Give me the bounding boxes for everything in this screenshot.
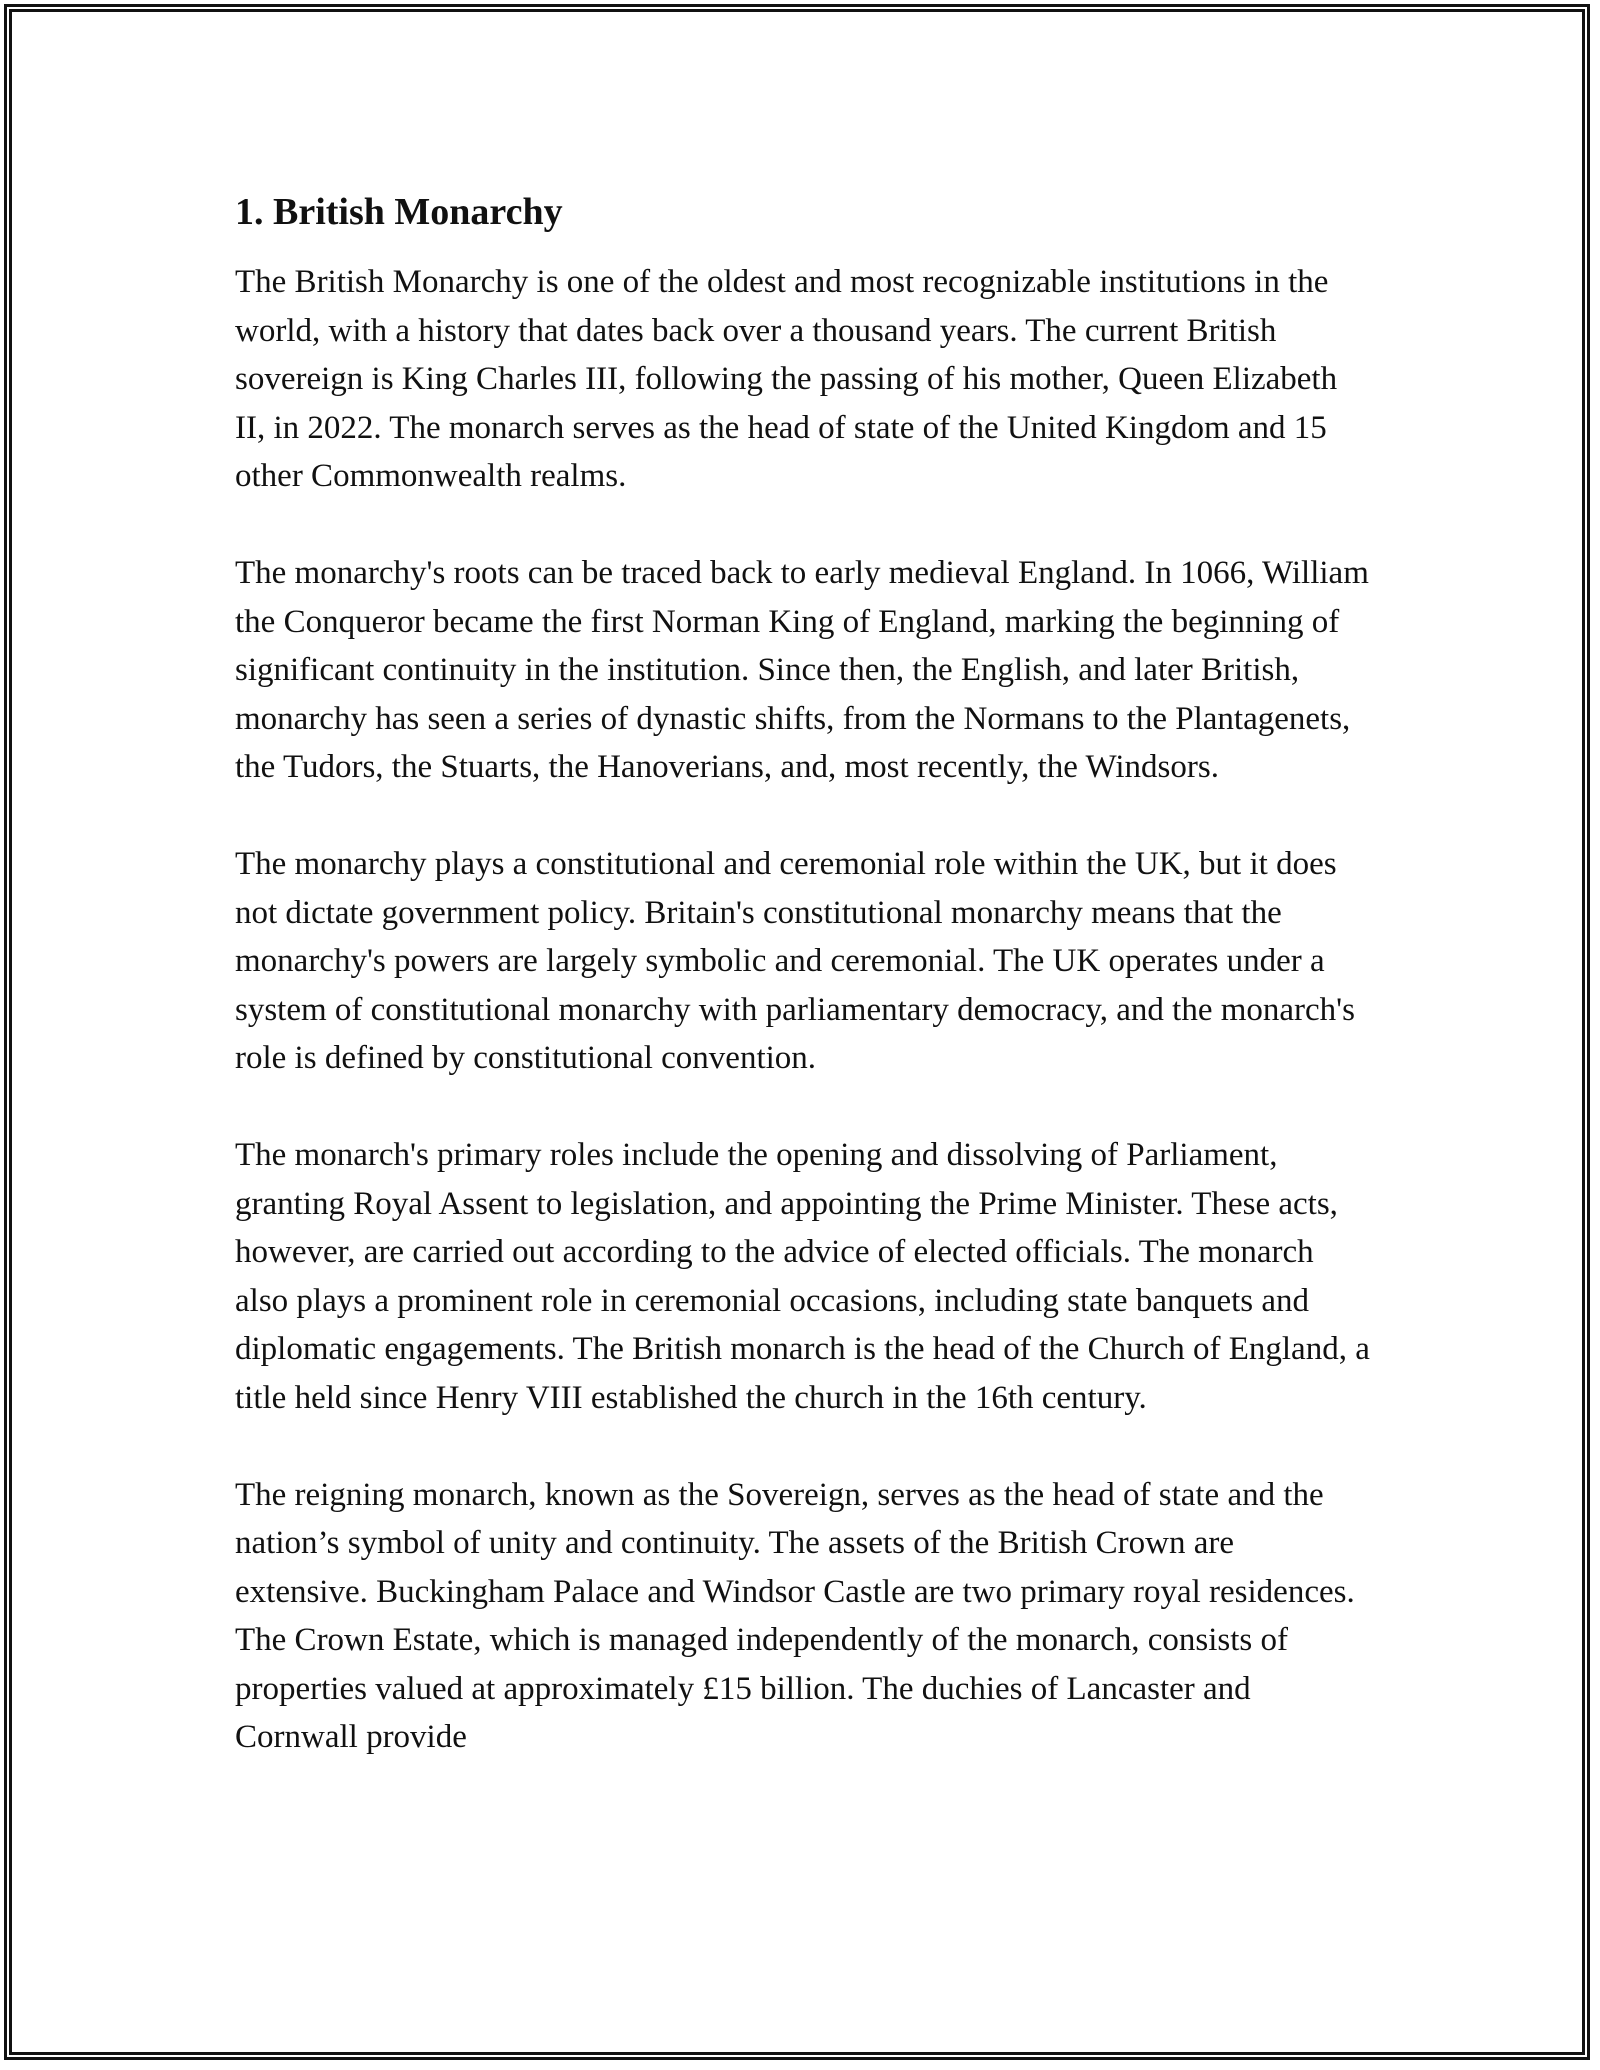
document-body	[235, 188, 1375, 1762]
paragraph-primary-roles: The monarch's primary roles include the opening and dissolving of Parliament, granting Royal Assent to legislation, and appointing the Prime Minister. These acts, however, are carried out according to the advice of elected officials. The monarch also plays a prominent role in ceremonial occasions, including state banquets and diplomatic engagements. The British monarch is the head of the Church of England, a title held since Henry VIII established the church in the 16th century.	[235, 1137, 1370, 1416]
paragraph-constitutional-role: The monarchy plays a constitutional and ceremonial role within the UK, but it does not dictate government policy. Britain's constitutional monarchy means that the monarchy's powers are largely symbolic and ceremonial. The UK operates under a system of constitutional monarchy with parliamentary democracy, and the monarch's role is defined by constitutional convention.	[235, 846, 1355, 1076]
paragraph-sovereign-assets: The reigning monarch, known as the Sovereign, serves as the head of state and the nation’s symbol of unity and continuity. The assets of the British Crown are extensive. Buckingham Palace and Windsor Castle are two primary royal residences. The Crown Estate, which is managed independently of the monarch, consists of properties valued at approximately £15 billion. The duchies of Lancaster and Cornwall provide	[235, 1476, 1355, 1755]
section-heading: 1. British Monarchy	[235, 191, 563, 233]
paragraph-history: The monarchy's roots can be traced back to early medieval England. In 1066, William the Conqueror became the first Norman King of England, marking the beginning of significant continuity in the institution. Since then, the English, and later British, monarchy has seen a series of dynastic shifts, from the Normans to the Plantagenets, the Tudors, the Stuarts, the Hanoverians, and, most recently, the Windsors.	[235, 555, 1369, 785]
paragraph-intro: The British Monarchy is one of the oldest and most recognizable institutions in the world, with a history that dates back over a thousand years. The current British sovereign is King Charles III, following the passing of his mother, Queen Elizabeth II, in 2022. The monarch serves as the head of state of the United Kingdom and 15 other Commonwealth realms.	[235, 264, 1338, 494]
